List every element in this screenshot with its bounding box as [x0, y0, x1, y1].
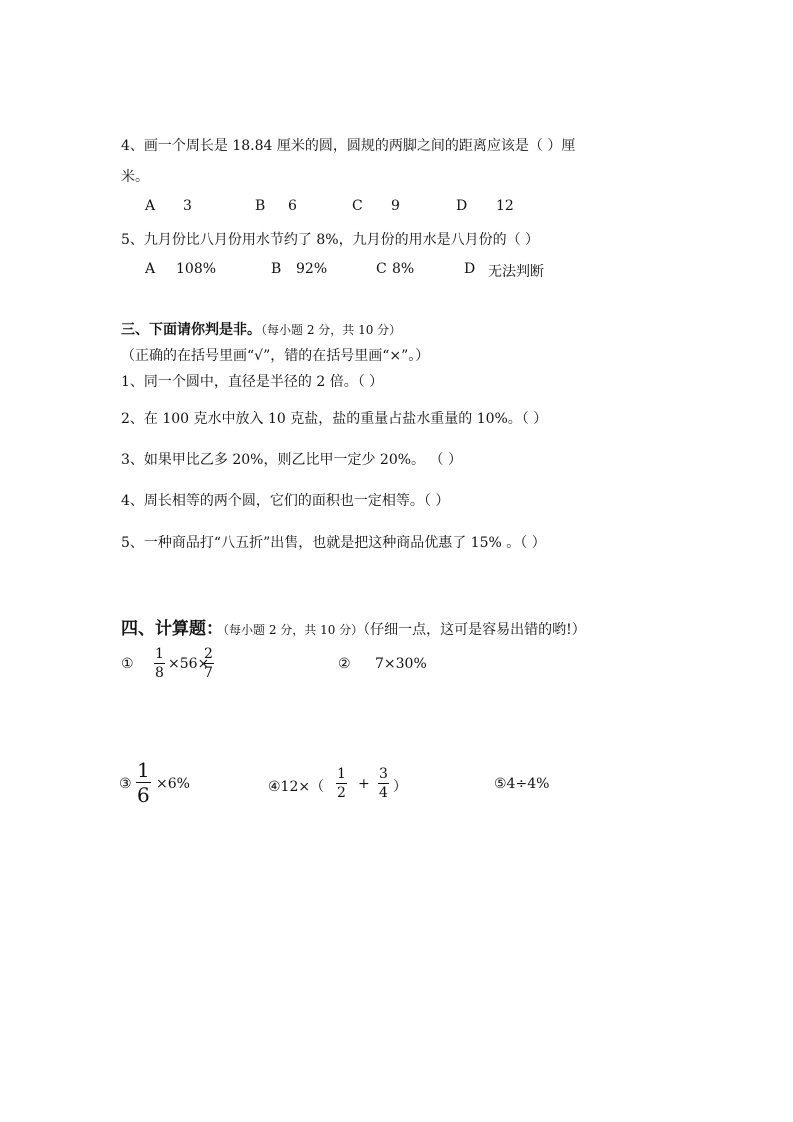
problem-4-fraction-2 — [378, 767, 389, 800]
problem-4-close: ） — [393, 779, 407, 795]
question-4-line-1: 4、画一个周长是 18.84 厘米的圆，圆规的两脚之间的距离应该是（ ）厘 — [121, 138, 576, 154]
option-a-value: 108% — [176, 261, 217, 277]
option-b-value: 92% — [296, 261, 328, 277]
problem-3-tail: ×6% — [156, 776, 190, 792]
option-c-letter: C — [352, 198, 363, 214]
problem-1-fraction-1 — [154, 647, 165, 680]
problem-2-marker: ② — [338, 656, 351, 672]
judgement-item-2: 2、在 100 克水中放入 10 克盐，盐的重量占盐水重量的 10%。（ ） — [121, 411, 548, 427]
option-a-value: 3 — [183, 198, 192, 214]
problem-1-fraction-2 — [203, 647, 214, 680]
option-c-value: 9 — [391, 198, 400, 214]
problem-3-fraction — [136, 760, 151, 805]
section-3-heading: 三、下面请你判是非。 — [121, 322, 261, 338]
option-b-value: 6 — [288, 198, 297, 214]
option-d-letter: D — [456, 198, 468, 214]
fraction-denominator: 6 — [137, 783, 150, 807]
judgement-item-3: 3、如果甲比乙多 20%，则乙比甲一定少 20%。 （ ） — [121, 452, 462, 468]
question-5-line: 5、九月份比八月份用水节约了 8%，九月份的用水是八月份的（ ） — [121, 232, 540, 248]
judgement-item-4: 4、周长相等的两个圆，它们的面积也一定相等。（ ） — [121, 493, 450, 509]
section-4-points: （每小题 2 分，共 10 分） — [223, 623, 364, 637]
option-d-value: 无法判断 — [488, 264, 544, 280]
problem-5-expression: ⑤4÷4% — [494, 776, 550, 792]
problem-1-marker: ① — [121, 656, 134, 672]
fraction-numerator: 1 — [137, 758, 150, 782]
option-d-letter: D — [464, 261, 476, 277]
option-b-letter: B — [255, 198, 266, 214]
fraction-denominator: 4 — [379, 785, 388, 801]
section-4-heading-line — [121, 614, 586, 639]
problem-2-expression: 7×30% — [375, 656, 427, 672]
problem-4-fraction-1 — [336, 767, 347, 800]
fraction-numerator: 2 — [204, 646, 213, 662]
option-a-letter: A — [145, 261, 156, 277]
problem-1-operator: ×56× — [168, 656, 210, 672]
fraction-numerator: 1 — [155, 646, 164, 662]
judgement-item-1: 1、同一个圆中，直径是半径的 2 倍。（ ） — [121, 374, 384, 390]
question-4-line-2: 米。 — [121, 169, 149, 185]
option-a-letter: A — [145, 198, 156, 214]
section-4-note: （仔细一点，这可是容易出错的哟!） — [363, 622, 586, 638]
fraction-denominator: 8 — [155, 665, 164, 681]
section-4-heading: 四、计算题： — [121, 619, 223, 639]
option-b-letter: B — [271, 261, 282, 277]
section-3-points: （每小题 2 分，共 10 分） — [261, 323, 402, 337]
problem-4-prefix: ④12×（ — [268, 779, 325, 795]
fraction-denominator: 7 — [204, 665, 213, 681]
fraction-denominator: 2 — [337, 785, 346, 801]
problem-4-plus: + — [358, 776, 370, 792]
problem-3-marker: ③ — [119, 776, 132, 792]
option-d-value: 12 — [496, 198, 514, 214]
option-c-value: 8% — [392, 261, 415, 277]
option-c-letter: C — [376, 261, 387, 277]
fraction-numerator: 3 — [379, 766, 388, 782]
judgement-item-5: 5、一种商品打“八五折”出售，也就是把这种商品优惠了 15% 。（ ） — [121, 535, 546, 551]
fraction-numerator: 1 — [337, 766, 346, 782]
section-3-instruction: （正确的在括号里画“√”，错的在括号里画“×”。） — [121, 348, 430, 364]
section-3-heading-line — [121, 319, 401, 339]
